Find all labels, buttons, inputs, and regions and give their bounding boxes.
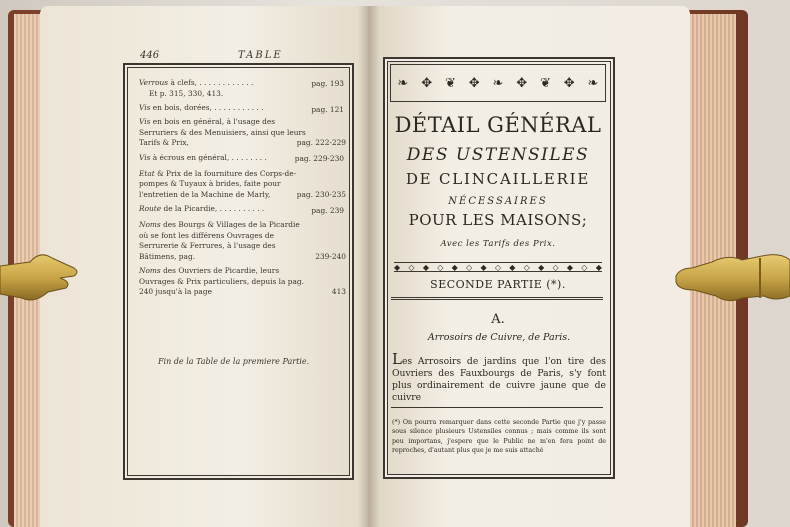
body-text <box>392 350 606 404</box>
entry-text: des Ouvriers de Picardie, leurs Ouvrages & Prix particuliers, depuis la pag. 240 jusqu'à la page <box>139 266 304 296</box>
entry-keyword: Verrous <box>139 78 169 87</box>
entry-page: pag. 121 <box>311 104 344 114</box>
entry-text: à clefs, <box>168 78 197 87</box>
footnote: (*) On pourra remarquer dans cette seconde Partie que j'y passe sous silence plusieurs Ustensiles connus ; mais comme ils sont peu importans, j'espere que le Public ne m'en fera point de reproches, d'autant plus que je me suis attaché <box>392 419 606 455</box>
entry-keyword: Route <box>139 204 162 213</box>
entry-text: en bois, dorées, <box>150 103 212 112</box>
table-entry <box>139 169 344 201</box>
table-entry: Route de la Picardie, . . . . . . . . . . pag. 239 <box>139 204 344 215</box>
table-entry <box>139 220 344 262</box>
entry-page: pag. 229-230 <box>294 154 344 163</box>
entry-text: & Prix de la fourniture des Corps-de-pompes & Tuyaux à brides, faite pour l'entretien de la Machine de Marly, <box>139 168 297 199</box>
ornament-rule-icon: ◆ ◇ ◆ ◇ ◆ ◇ ◆ ◇ ◆ ◇ ◆ ◇ ◆ ◇ ◆ <box>394 262 602 272</box>
page-number: 446 <box>140 50 160 61</box>
entry-page: pag. 239 <box>311 205 344 215</box>
fleuron-band-icon: ❧ ✥ ❦ ✥ ❧ ✥ ❦ ✥ ❧ <box>390 64 606 102</box>
entry-page: pag. 193 <box>311 78 344 88</box>
part-heading: SECONDE PARTIE (*). <box>430 278 566 291</box>
entry-keyword: Vis <box>139 103 151 112</box>
entry-keyword: Noms <box>139 266 161 275</box>
title-line-4: NÉCESSAIRES <box>448 196 548 207</box>
section-heading: Arrosoirs de Cuivre, de Paris. <box>427 332 571 343</box>
entry-page: pag. 230-235 <box>296 189 346 199</box>
entry-text: des Bourgs & Villages de la Picardie où se font les différens Ouvrages de Serrurerie & Ferrures, à l'usage des Bâtimens, pag. <box>139 220 300 261</box>
title-line-5: POUR LES MAISONS; <box>408 211 588 229</box>
table-entry <box>139 117 344 149</box>
title-line-3: DE CLINCAILLERIE <box>405 170 591 188</box>
entry-text: de la Picardie, <box>161 204 218 213</box>
table-entry <box>139 266 344 298</box>
entry-keyword: Etat <box>139 168 155 178</box>
entry-keyword: Noms <box>139 220 161 229</box>
entry-page: 413 <box>331 287 346 296</box>
table-entry <box>139 89 344 101</box>
book-gutter <box>358 6 380 527</box>
brass-hand-clasp-left-icon <box>0 248 80 306</box>
entry-page: pag. 222-229 <box>296 138 346 147</box>
entry-text: Et p. 315, 330, 413. <box>149 89 224 98</box>
table-entry: Verrous à clefs, . . . . . . . . . . . . pag. 193 <box>139 78 344 88</box>
running-head-title: TABLE <box>238 50 283 61</box>
divider <box>391 407 603 408</box>
body-paragraph: es Arrosoirs de jardins que l'on tire des Ouvriers des Fauxbourgs de Paris, s'y font plus ordinairement de cuivre jaune que de cuivre <box>392 356 606 403</box>
table-entry: Vis à écrous en général, . . . . . . . . pag. 229-230 <box>139 152 344 163</box>
entry-keyword: Vis <box>139 152 151 162</box>
title-line-6: Avec les Tarifs des Prix. <box>440 239 556 249</box>
entry-text: en bois en général, à l'usage des Serruriers & des Menuisiers, ainsi que leurs Tarifs & Prix, <box>139 117 306 147</box>
table-entries <box>139 78 344 298</box>
entry-text: à écrous en général, <box>150 152 230 162</box>
entry-page: 239-240 <box>315 251 346 261</box>
body-initial: L <box>392 350 402 368</box>
title-line-2: DES USTENSILES <box>406 145 590 165</box>
divider <box>391 299 603 300</box>
divider <box>391 297 603 298</box>
table-closing: Fin de la Table de la premiere Partie. <box>158 357 310 366</box>
brass-hand-clasp-right-icon <box>672 246 790 308</box>
entry-keyword: Vis <box>139 117 151 126</box>
title-line-1: DÉTAIL GÉNÉRAL <box>394 113 602 137</box>
table-entry: Vis en bois, dorées, . . . . . . . . . . . pag. 121 <box>139 103 344 114</box>
section-letter: A. <box>491 312 505 327</box>
